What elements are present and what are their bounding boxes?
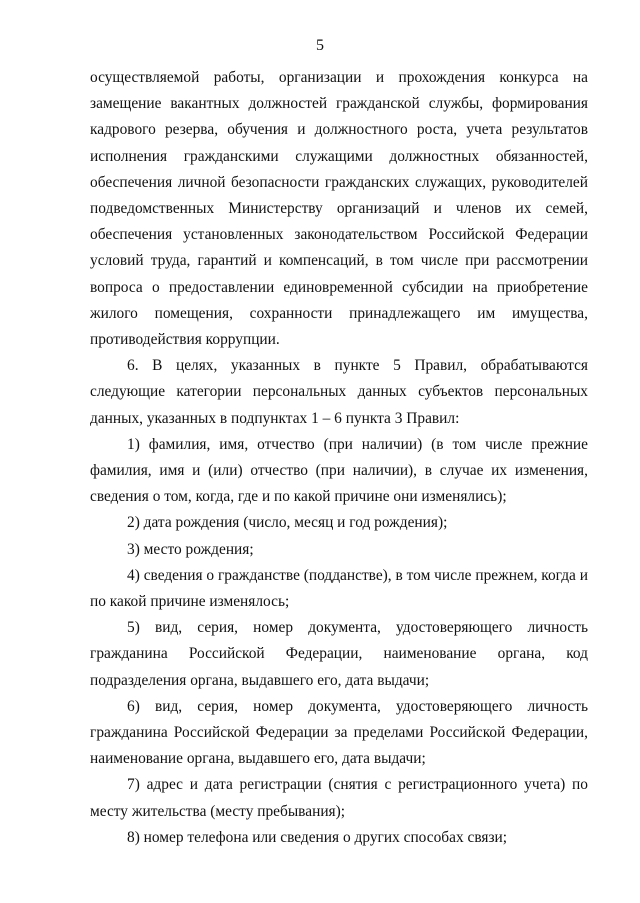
list-item: 2) дата рождения (число, месяц и год рождения); (127, 514, 448, 532)
list-item: 1) фамилия, имя, отчество (при наличии) (в том числе прежние фамилия, имя и (или) отчество (при наличии), в случае их изменения, сведения о том, когда, где и по какой причине они изменялись); (90, 435, 588, 506)
list-item: 7) адрес и дата регистрации (снятия с регистрационного учета) по месту жительства (месту пребывания); (90, 776, 588, 820)
list-item: 6) вид, серия, номер документа, удостоверяющего личность гражданина Российской Федерации за пределами Российской Федерации, наименование органа, выдавшего его, дата выдачи; (90, 697, 588, 768)
list-item: 4) сведения о гражданстве (подданстве), в том числе прежнем, когда и по какой причине изменялось; (90, 566, 588, 611)
document-body (90, 65, 588, 851)
list-item: 5) вид, серия, номер документа, удостоверяющего личность гражданина Российской Федерации, наименование органа, код подразделения органа, выдавшего его, дата выдачи; (90, 619, 588, 689)
list-item: 3) место рождения; (127, 540, 254, 558)
paragraph-clause-6: 6. В целях, указанных в пункте 5 Правил, обрабатываются следующие категории персональных данных субъектов персональных данных, указанных в подпунктах 1 – 6 пункта 3 Правил: (90, 357, 588, 427)
paragraph-continuation: осуществляемой работы, организации и прохождения конкурса на замещение вакантных должностей гражданской службы, формирования кадрового резерва, обучения и должностного роста, учета результатов исполнения гражданскими служащими должностных обязанностей, обеспечения личной безопасности гражданских служащих, руководителей подведомственных Министерству организаций и членов их семей, обеспечения установленных законодательством Российской Федерации условий труда, гарантий и компенсаций, в том числе при рассмотрении вопроса о предоставлении единовременной субсидии на приобретение жилого помещения, сохранности принадлежащего им имущества, противодействия коррупции. (90, 69, 588, 349)
page-number: 5 (316, 37, 324, 54)
list-item: 8) номер телефона или сведения о других способах связи; (127, 828, 508, 846)
